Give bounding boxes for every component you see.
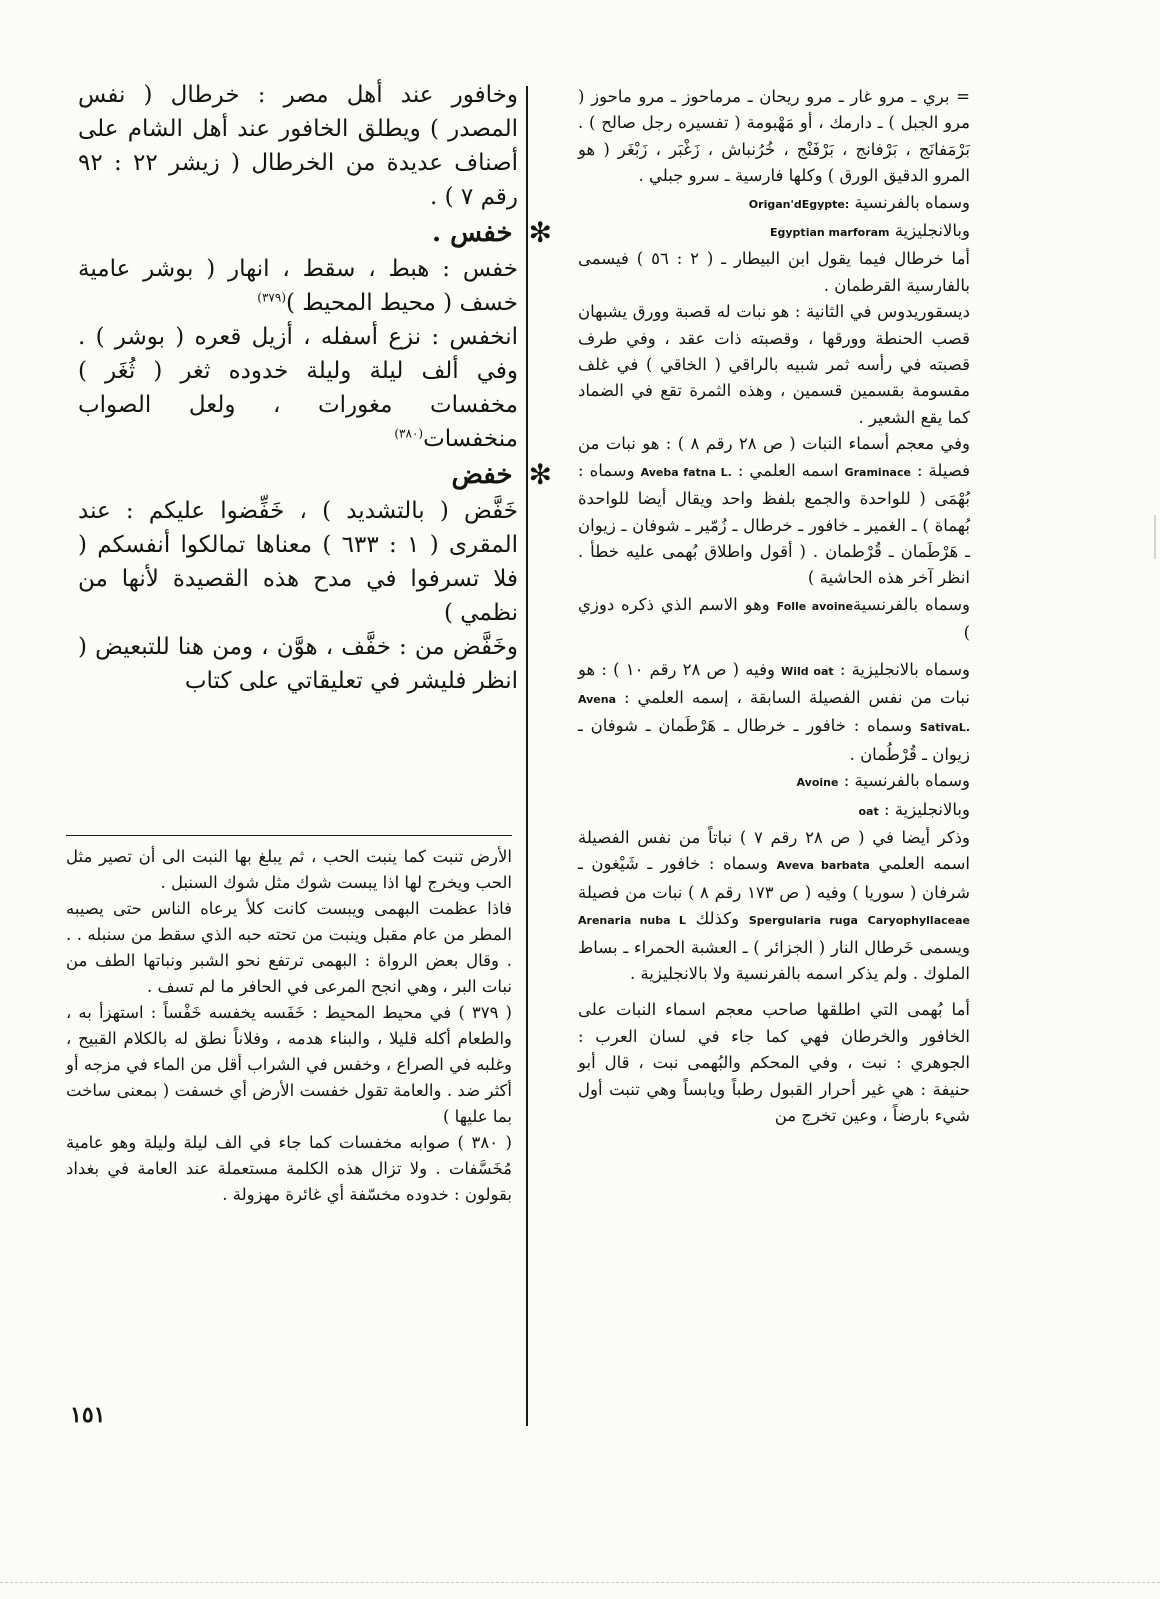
footnote-rule xyxy=(66,835,512,836)
text-span: ويسمى خَرطال النار ( الجزائر ) ـ العشبة الحمراء ـ بساط الملوك . ولم يذكر اسمه بالفرنسية ولا بالانجليزية . xyxy=(578,937,970,983)
text-span: اسمه العلمي : xyxy=(737,460,839,480)
column-divider xyxy=(526,86,528,1426)
asterisk-icon: ✻ xyxy=(528,458,552,491)
latin-term: Caryophyllaceae xyxy=(867,914,970,928)
footnote-reference: (٣٨٠) xyxy=(394,426,424,441)
left-paragraph-3 xyxy=(78,320,518,456)
text-span: وذكر أيضا في ( ص ٢٨ رقم ٧ ) نباتاً من نفس الفصيلة اسمه العلمي xyxy=(578,827,971,874)
latin-term: Aveba fatna L. xyxy=(640,465,732,479)
text-span: انخفس : نزع أسفله ، أزيل قعره ( بوشر ) . وفي ألف ليلة وليلة خدوده ثغر ( ثُغَر ) مخفسات مغورات ، ولعل الصواب منخفسات xyxy=(78,324,518,452)
english-name-line xyxy=(578,218,970,246)
french-term: Origan'dEgypte: xyxy=(748,197,850,211)
entry-heading-text: خفض xyxy=(451,460,513,490)
footnotes xyxy=(66,844,512,1208)
french-name-line xyxy=(578,190,970,218)
footnote-380: ( ٣٨٠ ) صوابه مخفسات كما جاء في الف ليلة وليلة وهو عامية مُخَسَّفات . ولا تزال هذه الكلمة مستعملة عند العامة في بغداد بقولون : خدوده مخسّفة أي غائرة مهزولة . xyxy=(66,1133,512,1204)
right-column xyxy=(578,84,970,1129)
footnote-continuation: فاذا عظمت البهمى ويبست كانت كلأ يرعاه الناس حتى يصيبه المطر من عام مقبل وينبت من تحته حبه الذي سقط من سنبله . . . وقال بعض الرواة : البهمى ترتفع نحو الشبر ونباتها الطف من نبات البر ، وهي انجح المرعى في الحافر ما لم تسف . xyxy=(66,899,512,996)
left-paragraph-4: خَفَّض ( بالتشديد ) ، خَفِّضوا عليكم : عند المقرى ( ١ : ٦٣٣ ) معناها تمالكوا أنفسكم ( فلا تسرفوا في مدح هذه القصيدة لأنها من نظمي ) xyxy=(78,498,518,626)
page-number: ١٥١ xyxy=(70,1402,106,1428)
entry-heading-text: خفس . xyxy=(432,218,513,248)
left-paragraph-1: وخافور عند أهل مصر : خرطال ( نفس المصدر ) ويطلق الخافور عند أهل الشام على أصناف عديدة من الخرطال ( زيشر ٢٢ : ٩٢ رقم ٧ ) . xyxy=(78,82,518,210)
entry-heading-khafas xyxy=(78,214,552,252)
text-span: وسماه بالفرنسية : xyxy=(843,771,970,791)
text-span: وفي معجم أسماء النبات ( ص ٢٨ رقم ٨ ) : هو نبات من فصيلة : xyxy=(578,434,971,480)
text-span: وسماه : بُهْمَى ( للواحدة والجمع بلفظ واحد ويقال أيضا للواحدة بُهماة ) ـ الغمير ـ خافور ـ خرطال ـ زُمّير ـ شوفان ـ زيوان ـ هَرْطَمان ـ قُرْطمان . ( أقول واطلاق بُهمى عليه خطأ . انظر آخر هذه الحاشية ) xyxy=(578,460,970,588)
asterisk-icon: ✻ xyxy=(528,216,552,249)
footnote-continuation: الأرض تنبت كما ينبت الحب ، ثم يبلغ بها النبت الى أن تصير مثل الحب ويخرج لها اذا يبست شوك مثل شوك السنبل . xyxy=(66,847,512,892)
latin-term: oat xyxy=(858,804,879,818)
scan-edge-line xyxy=(0,1582,1160,1583)
latin-term: Avena SativaL. xyxy=(578,692,970,735)
right-paragraph-8: أما بُهمى التي اطلقها صاحب معجم اسماء النبات على الخافور والخرطان فهي كما جاء في لسان العرب : الجوهري : نبت ، وفي المحكم والبُهمى نبت ، قال أبو حنيفة : هي غير أحرار القبول رطباً ويابساً وهي تنبت أول شيء بارضاً ، وعين تخرج من xyxy=(578,1000,970,1126)
french-label: وسماه بالفرنسية xyxy=(854,192,970,212)
left-column xyxy=(78,78,552,698)
left-paragraph-5: وخَفَّض من : خفَّف ، هوَّن ، ومن هنا للتبعيض ( انظر فليشر في تعليقاتي على كتاب xyxy=(78,634,518,694)
text-span: وسماه بالفرنسية xyxy=(852,594,971,614)
right-paragraph-3: ديسقوريدوس في الثانية : هو نبات له قصبة وورق يشبهان قصب الحنطة وورقها ، وقصبته ذات عقد ، وفي طرف قصبته في رأسه ثمر شبيه بالراقي ( الخاقي ) في غلف مقسومة بقسمين قسمين ، وهذه الثمرة تقع في الضماد كما يقع الشعير . xyxy=(578,302,970,427)
text-span: وهو الاسم الذي ذكره دوزي ) xyxy=(578,594,970,643)
latin-term: Arenaria nuba L xyxy=(578,914,686,928)
right-paragraph-7 xyxy=(578,825,970,987)
english-term: Egyptian marforam xyxy=(770,226,890,240)
english-label: وبالانجليزية xyxy=(894,221,970,241)
entry-heading-khafad xyxy=(78,456,552,494)
scan-mark xyxy=(1154,515,1156,559)
footnote-379: ( ٣٧٩ ) في محيط المحيط : خَفَسه يخفسه خَفْساً : استهزأ به ، والطعام أكله قليلا ، والبناء هدمه ، وفلاناً نطق له بالكلام القبيح ، وغلبه في الصراع ، وخفس في الشراب أقل من الماء في مزجه أو أكثر ضد . والعامة تقول خفست الأرض أي خسفت ( بمعنى ساخت بما عليها ) xyxy=(66,1003,512,1126)
latin-term: Avoine xyxy=(796,776,839,790)
text-span: وسماه : خافور ـ شَيْغون ـ شرفان ( سوريا ) وفيه ( ص ١٧٣ رقم ٨ ) نبات من فصيلة xyxy=(578,854,971,902)
text-span: وسماه : خافور ـ خرطال ـ هَرْطَمان ـ شوفان ـ زيوان ـ قُرْطُمان . xyxy=(578,716,970,764)
latin-term: Aveva barbata xyxy=(776,859,870,873)
right-paragraph-2: أما خرطال فيما يقول ابن البيطار ـ ( ٢ : ٥٦ ) فيسمى بالفارسية القرطمان . xyxy=(578,249,970,295)
left-paragraph-2 xyxy=(78,252,518,320)
text-span: وكذلك xyxy=(695,909,740,929)
text-span: وفيه ( ص ٢٨ رقم ١٠ ) : هو نبات من نفس الفصيلة السابقة ، إسمه العلمي : xyxy=(578,659,971,707)
right-paragraph-4 xyxy=(578,431,970,591)
text-span: خفس : هبط ، سقط ، انهار ( بوشر عامية خسف ( محيط المحيط ) xyxy=(78,256,518,316)
text-span: وسماه بالانجليزية : xyxy=(839,659,970,679)
right-paragraph-5 xyxy=(578,592,970,647)
latin-term: Graminace xyxy=(844,465,911,479)
latin-term: Folle avoine xyxy=(776,599,853,613)
footnote-reference: (٣٧٩) xyxy=(257,290,286,305)
latin-term: Wild oat xyxy=(781,664,834,678)
latin-term: Spergularia ruga xyxy=(748,914,858,928)
text-span: وبالانجليزية : xyxy=(883,799,970,819)
right-paragraph-1: = بري ـ مرو غار ـ مرو ريحان ـ مرماحوز ـ مرو ماحوز ( مرو الجبل ) ـ دارمك ، أو مَهْبومة ( تفسيره رجل صالح ) . بَرْمَفانَج ، بَرْفانج ، بَرْفَنْج ، خُرُنباش ، زَغْبَر ، زَبْغَر ( هو المرو الدقيق الورق ) وكلها فارسية ـ سرو جبلي . xyxy=(578,87,970,186)
right-paragraph-6b xyxy=(578,768,970,796)
right-paragraph-6c xyxy=(578,797,970,825)
right-paragraph-6 xyxy=(578,657,970,769)
